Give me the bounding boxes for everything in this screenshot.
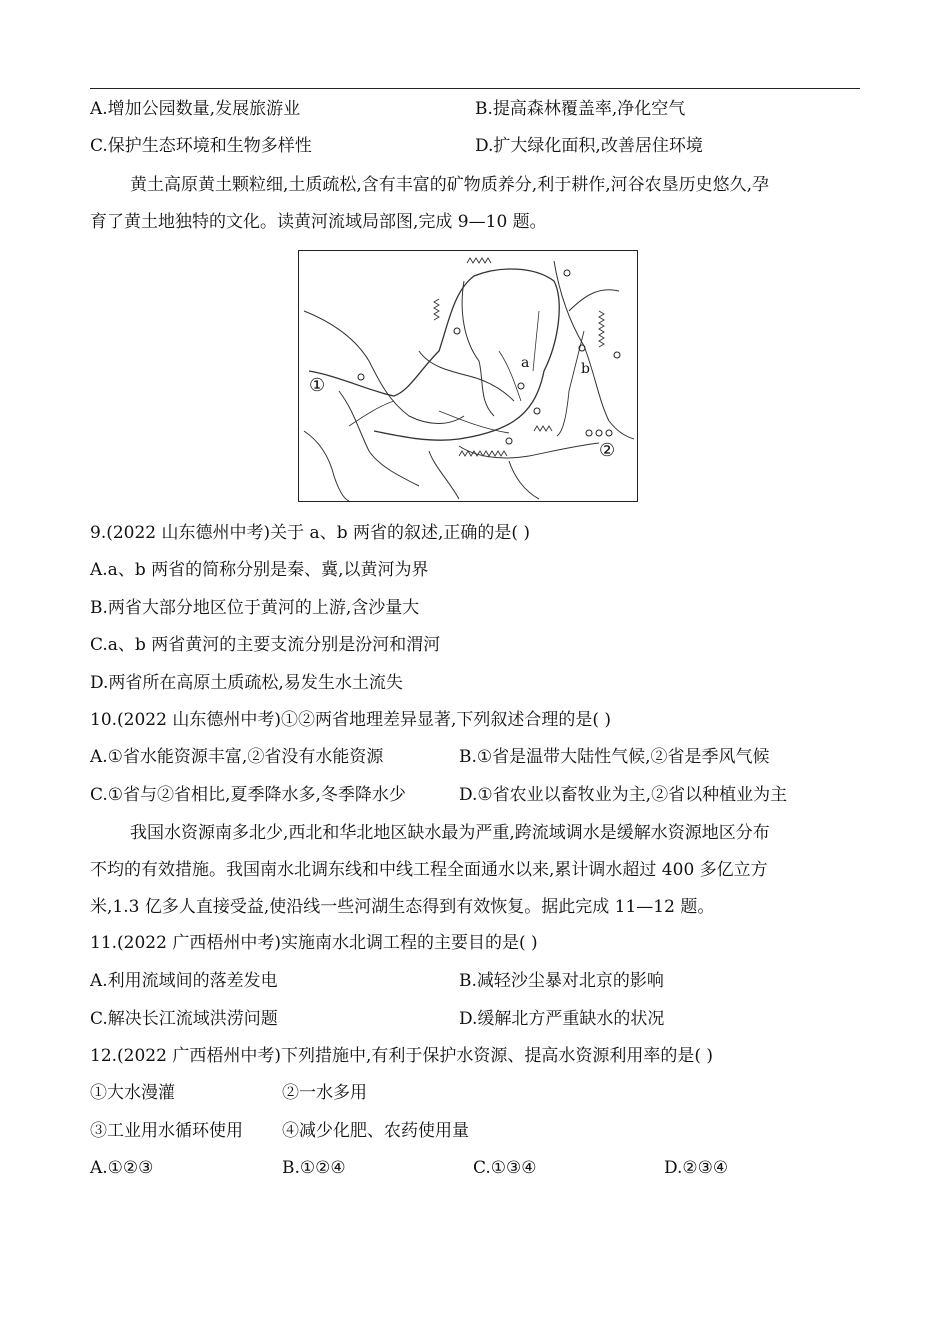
q9-option-c[interactable]: C.a、b 两省黄河的主要支流分别是汾河和渭河 <box>90 635 441 655</box>
q12-option-a[interactable]: A.①②③ <box>90 1158 154 1178</box>
city-marker <box>606 430 612 436</box>
q12-item-3: ③工业用水循环使用 <box>90 1121 243 1141</box>
q11-row-1 <box>90 970 664 992</box>
province-boundary <box>304 431 349 501</box>
passage2-line1: 我国水资源南多北少,西北和华北地区缺水最为严重,跨流域调水是缓解水资源地区分布 <box>130 823 770 843</box>
q10-row-1 <box>90 746 770 768</box>
q11-option-c[interactable]: C.解决长江流域洪涝问题 <box>90 1009 278 1029</box>
map-label-b: b <box>581 361 590 377</box>
tributary <box>349 401 394 426</box>
q12-item-1: ①大水漫灌 <box>90 1083 175 1103</box>
q11-stem: 11.(2022 广西梧州中考)实施南水北调工程的主要目的是( ) <box>90 933 538 953</box>
mountain-hatch <box>434 299 439 320</box>
city-marker <box>564 270 570 276</box>
q10-option-b[interactable]: B.①省是温带大陆性气候,②省是季风气候 <box>459 747 770 767</box>
passage2-line3: 米,1.3 亿多人直接受益,使沿线一些河湖生态得到有效恢复。据此完成 11—12 题。 <box>90 897 715 917</box>
q8-row-2 <box>90 135 703 157</box>
city-marker <box>586 430 592 436</box>
q9-option-b[interactable]: B.两省大部分地区位于黄河的上游,含沙量大 <box>90 598 420 618</box>
q12-items-row-1 <box>90 1082 367 1104</box>
q11-option-d[interactable]: D.缓解北方严重缺水的状况 <box>459 1009 665 1029</box>
city-marker <box>518 383 524 389</box>
passage2-line2: 不均的有效措施。我国南水北调东线和中线工程全面通水以来,累计调水超过 400 多亿立方 <box>90 860 768 880</box>
mountain-hatch <box>459 451 507 456</box>
q10-option-d[interactable]: D.①省农业以畜牧业为主,②省以种植业为主 <box>459 785 788 805</box>
q10-option-c[interactable]: C.①省与②省相比,夏季降水多,冬季降水少 <box>90 785 406 805</box>
q11-row-2 <box>90 1008 665 1030</box>
province-boundary <box>569 290 619 311</box>
map-label-1: ① <box>309 375 326 396</box>
q9-stem: 9.(2022 山东德州中考)关于 a、b 两省的叙述,正确的是( ) <box>90 523 531 543</box>
mountain-hatch <box>467 258 491 263</box>
city-marker <box>614 352 620 358</box>
q12-option-d[interactable]: D.②③④ <box>664 1158 729 1178</box>
q9-option-a[interactable]: A.a、b 两省的简称分别是秦、冀,以黄河为界 <box>90 560 429 580</box>
top-rule <box>90 88 860 89</box>
province-boundary <box>429 451 459 499</box>
mountain-hatch <box>534 426 552 431</box>
passage1-line1: 黄土高原黄土颗粒细,土质疏松,含有丰富的矿物质养分,利于耕作,河谷农垦历史悠久,孕 <box>130 175 770 195</box>
q8-option-a[interactable]: A.增加公园数量,发展旅游业 <box>90 99 301 119</box>
city-marker <box>506 438 512 444</box>
q10-row-2 <box>90 784 788 806</box>
q10-option-a[interactable]: A.①省水能资源丰富,②省没有水能资源 <box>90 747 384 767</box>
city-marker <box>358 374 364 380</box>
province-boundary <box>419 351 514 401</box>
q12-options-row <box>90 1157 729 1179</box>
map-label-2: ② <box>599 440 616 461</box>
q8-row-1 <box>90 98 686 120</box>
q10-stem: 10.(2022 山东德州中考)①②两省地理差异显著,下列叙述合理的是( ) <box>90 710 612 730</box>
q12-item-2: ②一水多用 <box>282 1083 367 1103</box>
province-boundary <box>462 281 494 416</box>
q12-option-b[interactable]: B.①②④ <box>282 1158 346 1178</box>
q8-option-b[interactable]: B.提高森林覆盖率,净化空气 <box>475 99 686 119</box>
q9-option-d[interactable]: D.两省所在高原土质疏松,易发生水土流失 <box>90 673 403 693</box>
q8-option-c[interactable]: C.保护生态环境和生物多样性 <box>90 136 312 156</box>
fen-river <box>557 331 584 436</box>
q8-option-d[interactable]: D.扩大绿化面积,改善居住环境 <box>475 136 703 156</box>
q12-stem: 12.(2022 广西梧州中考)下列措施中,有利于保护水资源、提高水资源利用率的是( ) <box>90 1046 714 1066</box>
province-boundary <box>339 391 419 486</box>
tributary <box>499 351 521 401</box>
province-boundary <box>509 461 539 499</box>
yellow-river-basin-map <box>298 250 638 502</box>
map-label-a: a <box>521 355 530 371</box>
q11-option-b[interactable]: B.减轻沙尘暴对北京的影响 <box>459 971 664 991</box>
mountain-hatch <box>599 311 604 347</box>
city-marker <box>534 408 540 414</box>
city-marker <box>596 430 602 436</box>
passage1-line2: 育了黄土地独特的文化。读黄河流域局部图,完成 9—10 题。 <box>90 212 547 232</box>
tributary <box>533 311 539 371</box>
q12-option-c[interactable]: C.①③④ <box>473 1158 537 1178</box>
city-marker <box>454 328 460 334</box>
q12-items-row-2 <box>90 1120 469 1142</box>
q11-option-a[interactable]: A.利用流域间的落差发电 <box>90 971 278 991</box>
q12-item-4: ④减少化肥、农药使用量 <box>282 1121 469 1141</box>
